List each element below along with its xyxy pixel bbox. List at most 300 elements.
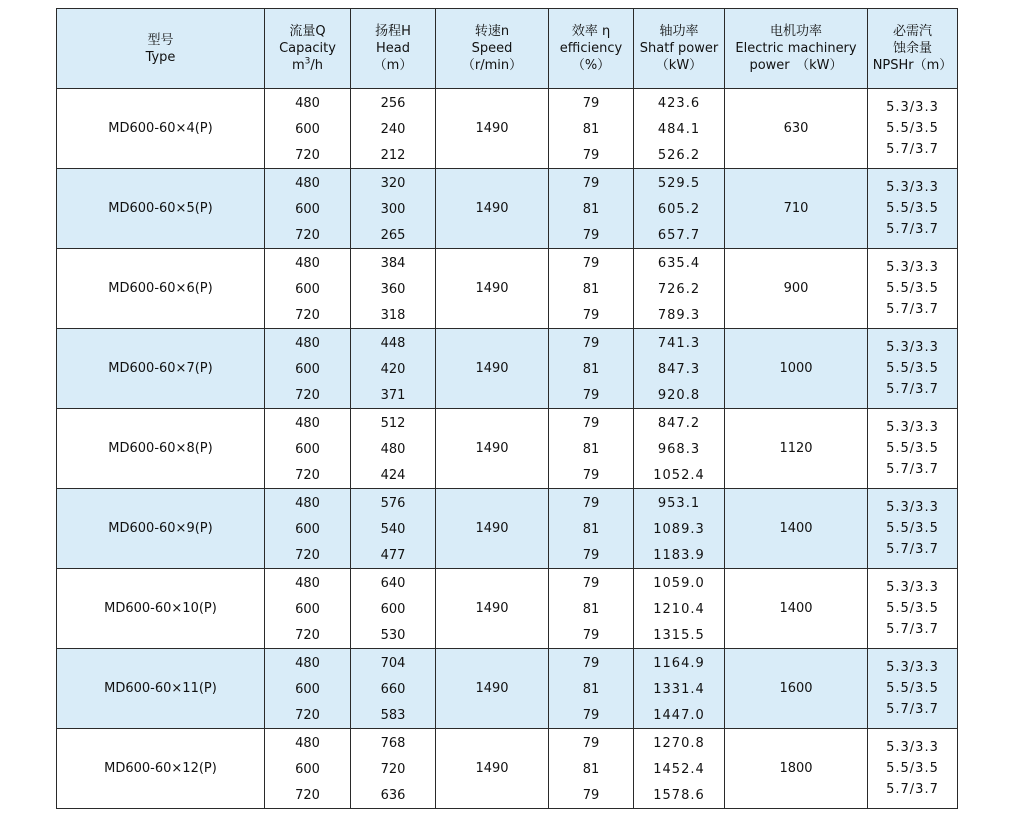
header-capacity-unit-base: m [291, 58, 305, 73]
table-header [57, 9, 958, 89]
npsh-value: 5.3/3.3 [886, 180, 939, 195]
motor-power-cell [725, 409, 868, 489]
capacity-value: 600 [295, 362, 320, 377]
head-cell [351, 89, 436, 169]
capacity-cell [265, 729, 351, 809]
motor-power-value: 1600 [779, 681, 813, 696]
npsh-stack [868, 329, 957, 408]
header-motor-power-unit: power （kW） [749, 58, 843, 73]
head-stack [351, 169, 435, 248]
shaft-power-value: 847.3 [657, 362, 701, 377]
capacity-value: 480 [295, 176, 320, 191]
efficiency-cell [549, 569, 634, 649]
header-motor-power [725, 9, 868, 89]
table-row [57, 89, 958, 169]
head-cell [351, 249, 436, 329]
npsh-cell [868, 489, 958, 569]
shaft-power-value: 847.2 [657, 416, 701, 431]
motor-power-cell [725, 169, 868, 249]
speed-cell [436, 169, 549, 249]
header-row [57, 9, 958, 89]
type-value: MD600-60×10(P) [104, 601, 217, 616]
capacity-cell [265, 489, 351, 569]
header-speed-cn: 转速n [474, 24, 510, 39]
shaft-power-value: 920.8 [657, 388, 701, 403]
head-value: 240 [380, 122, 406, 137]
header-head [351, 9, 436, 89]
head-value: 424 [380, 468, 406, 483]
capacity-value: 600 [295, 522, 320, 537]
efficiency-stack [549, 409, 633, 488]
head-cell [351, 169, 436, 249]
shaft-power-value: 529.5 [657, 176, 701, 191]
efficiency-cell [549, 409, 634, 489]
capacity-stack [265, 649, 350, 728]
npsh-cell [868, 89, 958, 169]
efficiency-cell [549, 89, 634, 169]
head-cell [351, 729, 436, 809]
head-value: 300 [380, 202, 406, 217]
capacity-cell [265, 249, 351, 329]
head-value: 660 [380, 682, 406, 697]
shaft-power-value: 1270.8 [653, 736, 705, 751]
shaft-power-value: 1578.6 [653, 788, 705, 803]
npsh-cell [868, 569, 958, 649]
header-type-cn: 型号 [147, 32, 174, 48]
header-capacity-unit [265, 57, 350, 74]
motor-power-value: 1800 [779, 761, 813, 776]
npsh-stack [868, 569, 957, 648]
efficiency-value: 79 [582, 628, 600, 643]
header-npsh-cn2: 蚀余量 [892, 41, 932, 56]
head-value: 540 [380, 522, 406, 537]
head-stack [351, 249, 435, 328]
table-row [57, 729, 958, 809]
header-head-cn: 扬程H [375, 24, 411, 39]
head-cell [351, 569, 436, 649]
npsh-stack [868, 249, 957, 328]
head-value: 512 [380, 416, 406, 431]
head-value: 720 [380, 762, 406, 777]
head-value: 583 [380, 708, 406, 723]
motor-power-cell [725, 489, 868, 569]
capacity-cell [265, 569, 351, 649]
header-speed-unit: （r/min） [461, 58, 523, 73]
efficiency-value: 79 [582, 548, 600, 563]
header-npsh-cn1: 必需汽 [892, 24, 932, 39]
motor-power-cell [725, 569, 868, 649]
speed-cell [436, 89, 549, 169]
header-shaft-power-en: Shatf power [639, 41, 719, 56]
shaft-power-stack [634, 249, 724, 328]
capacity-value: 720 [295, 148, 320, 163]
efficiency-stack [549, 649, 633, 728]
npsh-value: 5.5/3.5 [886, 281, 939, 296]
npsh-value: 5.7/3.7 [886, 462, 939, 477]
efficiency-cell [549, 489, 634, 569]
npsh-stack [868, 409, 957, 488]
header-speed [436, 9, 549, 89]
shaft-power-stack [634, 649, 724, 728]
type-cell [57, 729, 265, 809]
type-value: MD600-60×12(P) [104, 761, 217, 776]
head-value: 265 [380, 228, 406, 243]
type-cell [57, 569, 265, 649]
shaft-power-value: 789.3 [657, 308, 701, 323]
npsh-value: 5.7/3.7 [886, 542, 939, 557]
speed-cell [436, 729, 549, 809]
efficiency-value: 79 [582, 336, 600, 351]
header-motor-power-cn: 电机功率 [769, 24, 822, 39]
head-value: 448 [380, 336, 406, 351]
table-row [57, 649, 958, 729]
efficiency-stack [549, 569, 633, 648]
capacity-cell [265, 169, 351, 249]
header-efficiency [549, 9, 634, 89]
shaft-power-value: 1331.4 [653, 682, 705, 697]
capacity-cell [265, 89, 351, 169]
type-value: MD600-60×9(P) [108, 521, 213, 536]
motor-power-value: 630 [783, 121, 809, 136]
shaft-power-value: 953.1 [657, 496, 701, 511]
npsh-value: 5.5/3.5 [886, 601, 939, 616]
npsh-value: 5.7/3.7 [886, 622, 939, 637]
npsh-value: 5.7/3.7 [886, 382, 939, 397]
shaft-power-stack [634, 89, 724, 168]
shaft-power-value: 1052.4 [653, 468, 705, 483]
motor-power-value: 710 [783, 201, 809, 216]
shaft-power-value: 1315.5 [653, 628, 705, 643]
shaft-power-cell [634, 329, 725, 409]
npsh-stack [868, 729, 957, 808]
efficiency-value: 79 [582, 388, 600, 403]
type-cell [57, 169, 265, 249]
header-capacity [265, 9, 351, 89]
npsh-value: 5.5/3.5 [886, 681, 939, 696]
head-value: 530 [380, 628, 406, 643]
speed-value: 1490 [475, 601, 509, 616]
shaft-power-value: 605.2 [657, 202, 701, 217]
efficiency-value: 79 [582, 228, 600, 243]
capacity-cell [265, 649, 351, 729]
table-row [57, 169, 958, 249]
npsh-value: 5.7/3.7 [886, 142, 939, 157]
motor-power-value: 1400 [779, 601, 813, 616]
capacity-value: 480 [295, 96, 320, 111]
efficiency-value: 79 [582, 308, 600, 323]
efficiency-stack [549, 329, 633, 408]
efficiency-value: 81 [582, 282, 600, 297]
npsh-value: 5.5/3.5 [886, 521, 939, 536]
efficiency-cell [549, 169, 634, 249]
head-stack [351, 729, 435, 808]
shaft-power-stack [634, 489, 724, 568]
npsh-cell [868, 329, 958, 409]
head-value: 256 [380, 96, 406, 111]
efficiency-cell [549, 729, 634, 809]
header-speed-en: Speed [471, 41, 513, 56]
header-capacity-unit-sup: 3 [304, 56, 311, 67]
shaft-power-cell [634, 249, 725, 329]
speed-cell [436, 569, 549, 649]
motor-power-cell [725, 249, 868, 329]
npsh-cell [868, 249, 958, 329]
head-stack [351, 569, 435, 648]
head-value: 704 [380, 656, 406, 671]
npsh-value: 5.3/3.3 [886, 660, 939, 675]
speed-cell [436, 249, 549, 329]
npsh-cell [868, 649, 958, 729]
efficiency-value: 81 [582, 362, 600, 377]
capacity-value: 720 [295, 468, 320, 483]
npsh-value: 5.5/3.5 [886, 761, 939, 776]
npsh-stack [868, 649, 957, 728]
header-capacity-unit-tail: /h [310, 58, 324, 73]
efficiency-cell [549, 649, 634, 729]
efficiency-value: 79 [582, 468, 600, 483]
capacity-value: 720 [295, 788, 320, 803]
type-cell [57, 489, 265, 569]
shaft-power-value: 526.2 [657, 148, 701, 163]
npsh-value: 5.3/3.3 [886, 740, 939, 755]
header-efficiency-unit: （%） [571, 58, 611, 73]
efficiency-value: 79 [582, 416, 600, 431]
shaft-power-value: 423.6 [657, 96, 701, 111]
table-row [57, 489, 958, 569]
header-shaft-power-cn: 轴功率 [659, 24, 699, 39]
efficiency-cell [549, 329, 634, 409]
table-body [57, 89, 958, 809]
header-npsh-en: NPSHr（m） [872, 58, 953, 73]
capacity-stack [265, 329, 350, 408]
type-cell [57, 329, 265, 409]
header-shaft-power [634, 9, 725, 89]
head-value: 768 [380, 736, 406, 751]
speed-cell [436, 489, 549, 569]
capacity-value: 480 [295, 656, 320, 671]
head-value: 420 [380, 362, 406, 377]
npsh-value: 5.7/3.7 [886, 302, 939, 317]
capacity-value: 480 [295, 336, 320, 351]
header-head-unit: （m） [373, 58, 413, 73]
efficiency-value: 79 [582, 96, 600, 111]
head-cell [351, 409, 436, 489]
capacity-value: 600 [295, 762, 320, 777]
efficiency-value: 81 [582, 202, 600, 217]
head-stack [351, 649, 435, 728]
shaft-power-value: 726.2 [657, 282, 701, 297]
speed-value: 1490 [475, 521, 509, 536]
capacity-stack [265, 569, 350, 648]
type-value: MD600-60×8(P) [108, 441, 213, 456]
head-stack [351, 409, 435, 488]
npsh-stack [868, 489, 957, 568]
capacity-value: 600 [295, 122, 320, 137]
shaft-power-value: 1210.4 [653, 602, 705, 617]
npsh-cell [868, 409, 958, 489]
npsh-value: 5.5/3.5 [886, 361, 939, 376]
table-row [57, 409, 958, 489]
type-value: MD600-60×7(P) [108, 361, 213, 376]
head-stack [351, 329, 435, 408]
capacity-value: 720 [295, 548, 320, 563]
shaft-power-cell [634, 489, 725, 569]
efficiency-value: 81 [582, 122, 600, 137]
efficiency-value: 79 [582, 496, 600, 511]
head-value: 371 [380, 388, 406, 403]
npsh-value: 5.7/3.7 [886, 222, 939, 237]
efficiency-value: 79 [582, 736, 600, 751]
efficiency-value: 79 [582, 788, 600, 803]
efficiency-value: 79 [582, 176, 600, 191]
capacity-value: 600 [295, 602, 320, 617]
shaft-power-value: 484.1 [657, 122, 701, 137]
shaft-power-cell [634, 169, 725, 249]
speed-value: 1490 [475, 121, 509, 136]
head-value: 212 [380, 148, 406, 163]
efficiency-stack [549, 249, 633, 328]
header-type-en: Type [145, 49, 176, 65]
npsh-stack [868, 169, 957, 248]
shaft-power-stack [634, 169, 724, 248]
shaft-power-stack [634, 569, 724, 648]
head-cell [351, 649, 436, 729]
capacity-stack [265, 249, 350, 328]
shaft-power-cell [634, 409, 725, 489]
motor-power-cell [725, 89, 868, 169]
head-value: 600 [380, 602, 406, 617]
efficiency-value: 81 [582, 762, 600, 777]
efficiency-value: 79 [582, 656, 600, 671]
capacity-value: 480 [295, 736, 320, 751]
efficiency-stack [549, 169, 633, 248]
motor-power-cell [725, 329, 868, 409]
capacity-value: 480 [295, 416, 320, 431]
capacity-value: 720 [295, 708, 320, 723]
motor-power-value: 1400 [779, 521, 813, 536]
table-row [57, 249, 958, 329]
shaft-power-cell [634, 649, 725, 729]
efficiency-value: 79 [582, 256, 600, 271]
capacity-stack [265, 89, 350, 168]
speed-value: 1490 [475, 761, 509, 776]
shaft-power-cell [634, 729, 725, 809]
header-head-en: Head [376, 41, 410, 56]
capacity-value: 480 [295, 576, 320, 591]
speed-value: 1490 [475, 361, 509, 376]
efficiency-value: 79 [582, 576, 600, 591]
npsh-value: 5.7/3.7 [886, 782, 939, 797]
header-shaft-power-unit: （kW） [655, 58, 703, 73]
header-efficiency-en: efficiency [559, 41, 623, 56]
type-value: MD600-60×4(P) [108, 121, 213, 136]
efficiency-value: 81 [582, 682, 600, 697]
header-type [57, 9, 265, 89]
shaft-power-value: 968.3 [657, 442, 701, 457]
capacity-stack [265, 169, 350, 248]
header-motor-power-en: Electric machinery [735, 41, 857, 56]
shaft-power-value: 741.3 [657, 336, 701, 351]
npsh-value: 5.3/3.3 [886, 260, 939, 275]
npsh-cell [868, 729, 958, 809]
motor-power-cell [725, 729, 868, 809]
capacity-value: 600 [295, 442, 320, 457]
npsh-value: 5.7/3.7 [886, 702, 939, 717]
header-efficiency-cn: 效率 η [571, 24, 611, 39]
speed-value: 1490 [475, 201, 509, 216]
npsh-value: 5.3/3.3 [886, 340, 939, 355]
capacity-value: 720 [295, 388, 320, 403]
shaft-power-value: 1452.4 [653, 762, 705, 777]
head-value: 480 [380, 442, 406, 457]
capacity-value: 600 [295, 682, 320, 697]
shaft-power-value: 1164.9 [653, 656, 705, 671]
capacity-stack [265, 409, 350, 488]
shaft-power-value: 657.7 [657, 228, 701, 243]
head-cell [351, 489, 436, 569]
speed-cell [436, 649, 549, 729]
speed-cell [436, 329, 549, 409]
head-cell [351, 329, 436, 409]
type-value: MD600-60×11(P) [104, 681, 217, 696]
motor-power-value: 900 [783, 281, 809, 296]
table-row [57, 329, 958, 409]
npsh-value: 5.3/3.3 [886, 500, 939, 515]
motor-power-cell [725, 649, 868, 729]
motor-power-value: 1120 [779, 441, 813, 456]
npsh-value: 5.5/3.5 [886, 201, 939, 216]
capacity-value: 480 [295, 256, 320, 271]
capacity-cell [265, 329, 351, 409]
shaft-power-value: 1089.3 [653, 522, 705, 537]
npsh-value: 5.3/3.3 [886, 420, 939, 435]
pump-spec-table [56, 8, 958, 809]
head-value: 320 [380, 176, 406, 191]
capacity-value: 720 [295, 228, 320, 243]
efficiency-value: 81 [582, 522, 600, 537]
capacity-value: 480 [295, 496, 320, 511]
shaft-power-value: 1447.0 [653, 708, 705, 723]
efficiency-stack [549, 89, 633, 168]
efficiency-value: 81 [582, 442, 600, 457]
capacity-value: 720 [295, 308, 320, 323]
type-cell [57, 249, 265, 329]
header-npsh [868, 9, 958, 89]
npsh-cell [868, 169, 958, 249]
npsh-value: 5.5/3.5 [886, 121, 939, 136]
type-cell [57, 89, 265, 169]
shaft-power-stack [634, 729, 724, 808]
type-value: MD600-60×6(P) [108, 281, 213, 296]
head-value: 576 [380, 496, 406, 511]
head-value: 477 [380, 548, 406, 563]
shaft-power-value: 1183.9 [653, 548, 705, 563]
capacity-value: 600 [295, 282, 320, 297]
shaft-power-value: 635.4 [657, 256, 701, 271]
shaft-power-cell [634, 569, 725, 649]
type-cell [57, 649, 265, 729]
shaft-power-cell [634, 89, 725, 169]
shaft-power-stack [634, 409, 724, 488]
efficiency-value: 81 [582, 602, 600, 617]
speed-value: 1490 [475, 441, 509, 456]
header-capacity-en: Capacity [279, 41, 336, 56]
efficiency-cell [549, 249, 634, 329]
npsh-value: 5.3/3.3 [886, 100, 939, 115]
header-capacity-cn: 流量Q [289, 24, 326, 39]
head-value: 360 [380, 282, 406, 297]
shaft-power-value: 1059.0 [653, 576, 705, 591]
